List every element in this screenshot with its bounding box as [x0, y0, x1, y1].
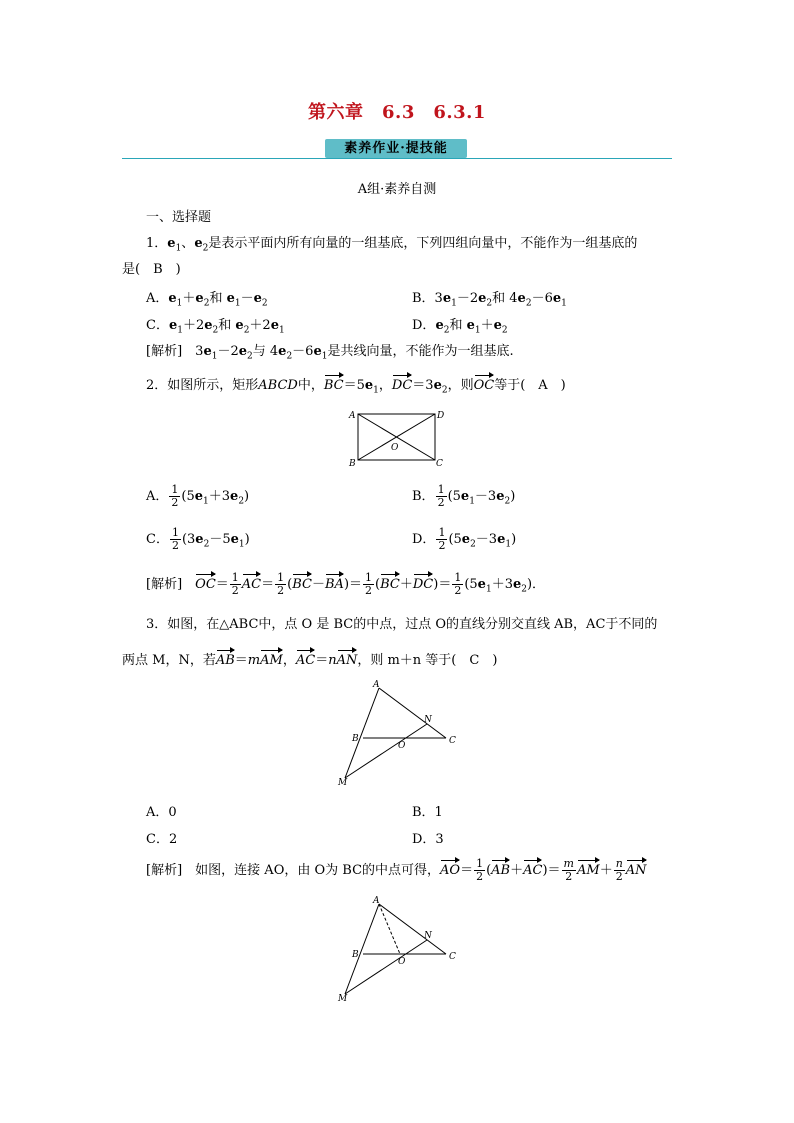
fig-label-d: D: [437, 411, 445, 421]
fig-label-c: C: [436, 459, 443, 469]
section-heading: 一、选择题: [146, 210, 212, 225]
q2-option-a[interactable]: A． $\frac{1}{2}$ $(5e_1+3e_2)$: [146, 483, 250, 509]
q2-option-d[interactable]: D． $\frac{1}{2}$ $(5e_2-3e_1)$: [412, 526, 517, 552]
q1-analysis: [解析] $3e_1-2e_2$与 $4e_2-6e_1$是共线向量，不能作为一组基底.: [146, 344, 514, 362]
q3-option-d[interactable]: D．3: [412, 832, 444, 847]
q1-option-b[interactable]: B．$3e_1-2e_2$和 $4e_2-6e_1$: [412, 291, 567, 309]
fig1-label-a: A: [373, 680, 380, 690]
q3-analysis: [解析] 如图，连接 AO，由 O为 BC的中点可得，AO＝ $\frac{1}{2}$ (AB＋AC)＝ $\frac{m}{2}$ AM＋ $\frac{n}{2}$ AN: [146, 857, 647, 883]
fig2-label-c: C: [449, 952, 456, 962]
q1-stem-line1: 1．$e_1$、$e_2$是表示平面内所有向量的一组基底，下列四组向量中，不能作为一组基底的: [146, 236, 638, 254]
fig2-label-m: M: [338, 994, 348, 1004]
q2-option-b[interactable]: B． $\frac{1}{2}$ $(5e_1-3e_2)$: [412, 483, 516, 509]
fig-label-a: A: [349, 411, 356, 421]
fig2-label-b: B: [352, 950, 359, 960]
q1-option-a[interactable]: A．$e_1+e_2$和 $e_1-e_2$: [146, 291, 268, 309]
group-title: A组·素养自测: [357, 182, 437, 197]
q3-option-c[interactable]: C．2: [146, 832, 178, 847]
q1-option-d[interactable]: D．$e_2$和 $e_1+e_2$: [412, 318, 508, 336]
fig1-label-o: O: [398, 741, 406, 751]
section-band-label: 素养作业·提技能: [325, 139, 467, 158]
rectangle-figure: [344, 406, 448, 470]
fig2-label-n: N: [424, 931, 432, 941]
fig-label-o: O: [391, 443, 399, 453]
q2-option-c[interactable]: C． $\frac{1}{2}$ $(3e_2-5e_1)$: [146, 526, 250, 552]
fig1-label-b: B: [352, 734, 359, 744]
q3-option-b[interactable]: B．1: [412, 805, 443, 820]
q3-stem-line1: 3．如图，在△ABC中，点 O 是 BC的中点，过点 O的直线分别交直线 AB，AC于不同的: [146, 617, 658, 632]
fig-label-b: B: [349, 459, 356, 469]
fig1-label-c: C: [449, 736, 456, 746]
fig2-label-a: A: [373, 896, 380, 906]
fig2-label-o: O: [398, 957, 406, 967]
q3-stem-line2: 两点 M，N，若AB＝mAM，AC＝nAN，则 m＋n 等于( C ): [122, 653, 498, 668]
triangle-figure-2: [334, 894, 464, 1006]
fig1-label-m: M: [338, 778, 348, 788]
q2-stem: 2．如图所示，矩形ABCD中，$BC=5e_1$，$DC=3e_2$，则OC等于( A ): [146, 378, 566, 396]
page-title: 第六章 6.3 6.3.1: [308, 102, 486, 123]
q1-option-c[interactable]: C．$e_1+2e_2$和 $e_2+2e_1$: [146, 318, 285, 336]
triangle-figure-1: [334, 678, 464, 790]
q2-analysis: [解析] OC＝ $\frac{1}{2}$ AC＝ $\frac{1}{2}$ (BC－BA)＝ $\frac{1}{2}$ (BC＋DC)＝ $\frac{1}{2}$ $(5e_1+3e_2)$．: [146, 571, 546, 597]
q1-stem-line2: 是( B ): [122, 262, 181, 277]
fig1-label-n: N: [424, 715, 432, 725]
section-band-line: [122, 158, 672, 159]
q3-option-a[interactable]: A．0: [146, 805, 177, 820]
